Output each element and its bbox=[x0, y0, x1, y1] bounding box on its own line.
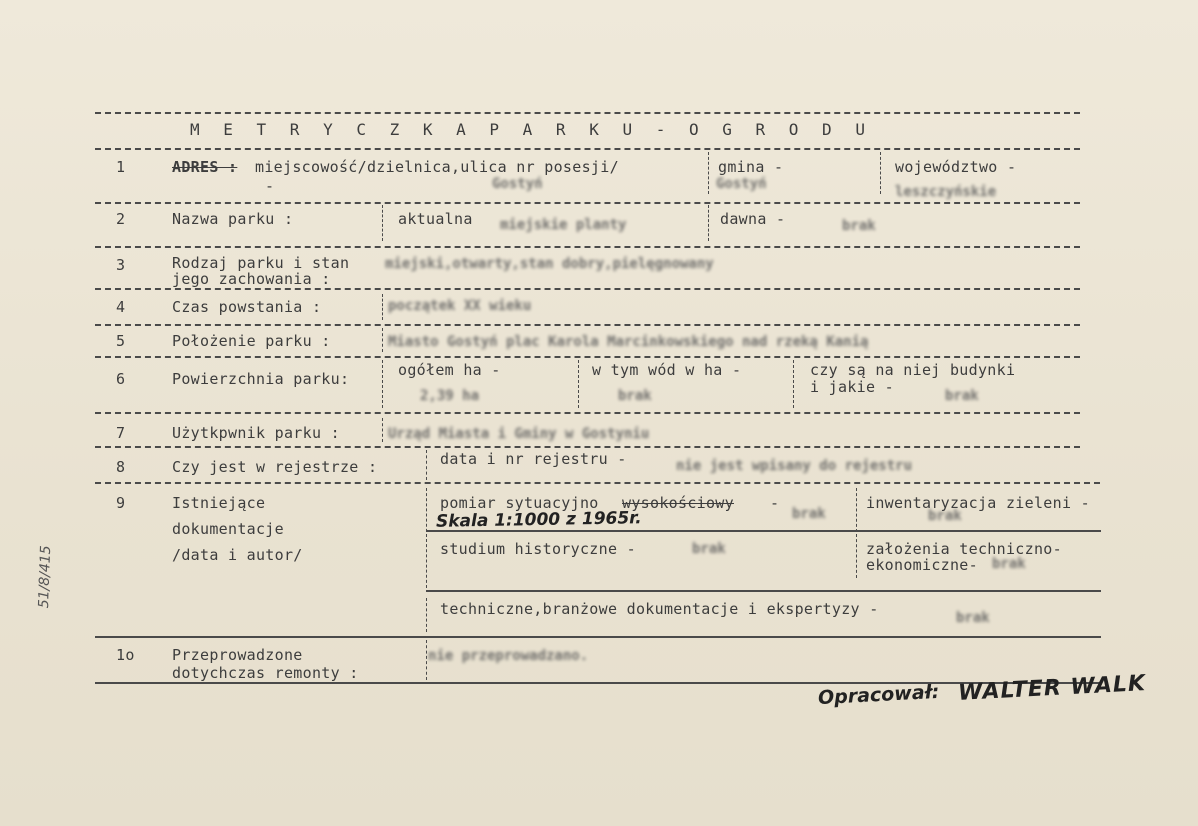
tech-econ-label: założenia techniczno- bbox=[866, 540, 1062, 558]
col-divider bbox=[426, 488, 427, 588]
row-number: 8 bbox=[116, 458, 126, 476]
row-label: ADRES : bbox=[172, 158, 238, 176]
former-name-label: dawna - bbox=[720, 210, 786, 228]
rule bbox=[95, 412, 1080, 414]
rule bbox=[95, 356, 1080, 358]
historical-study-label: studium historyczne - bbox=[440, 540, 636, 558]
total-area-value: 2,39 ha bbox=[420, 388, 480, 404]
historical-study-value: brak bbox=[692, 541, 726, 557]
row-number: 1o bbox=[116, 646, 135, 664]
current-name-label: aktualna bbox=[398, 210, 473, 228]
col-divider bbox=[793, 360, 794, 408]
voivodeship-value: leszczyńskie bbox=[895, 184, 997, 200]
dash: - bbox=[770, 494, 780, 512]
bottom-rule bbox=[95, 682, 1101, 684]
buildings-label: i jakie - bbox=[810, 378, 894, 396]
greenery-inventory-label: inwentaryzacja zieleni - bbox=[866, 494, 1090, 512]
dash: - bbox=[265, 177, 275, 195]
buildings-value: brak bbox=[945, 388, 979, 404]
row-number: 6 bbox=[116, 370, 126, 388]
survey-value: brak bbox=[792, 506, 826, 522]
tech-econ-value: brak bbox=[992, 556, 1026, 572]
field-value: Miasto Gostyń plac Karola Marcinkowskiego nad rzeką Kanią bbox=[388, 334, 869, 350]
survey-handwritten-note: Skala 1:1000 z 1965r. bbox=[435, 508, 642, 532]
col-divider bbox=[426, 450, 427, 480]
field-value: miejski,otwarty,stan dobry,pielęgnowany bbox=[385, 256, 714, 272]
technical-docs-label: techniczne,branżowe dokumentacje i ekspertyzy - bbox=[440, 600, 879, 618]
buildings-label: czy są na niej budynki bbox=[810, 361, 1016, 379]
row-label: /data i autor/ bbox=[172, 546, 303, 564]
row-label: Czy jest w rejestrze : bbox=[172, 458, 378, 476]
water-area-value: brak bbox=[618, 388, 652, 404]
row-number: 4 bbox=[116, 298, 126, 316]
col-divider bbox=[578, 360, 579, 408]
tech-econ-label: ekonomiczne- bbox=[866, 556, 978, 574]
water-area-label: w tym wód w ha - bbox=[592, 361, 742, 379]
rule bbox=[95, 246, 1080, 248]
prepared-by-label: Opracował: bbox=[817, 680, 940, 710]
register-value: nie jest wpisany do rejestru bbox=[676, 458, 913, 474]
col-divider bbox=[708, 205, 709, 241]
row-label: Użytkpwnik parku : bbox=[172, 424, 340, 442]
row-label: dotychczas remonty : bbox=[172, 664, 359, 682]
rule bbox=[95, 202, 1080, 204]
col-divider bbox=[708, 152, 709, 194]
greenery-inventory-value: brak bbox=[928, 508, 962, 524]
rule bbox=[95, 446, 1080, 448]
page-title: M E T R Y C Z K A P A R K U - O G R O D U bbox=[190, 120, 872, 139]
row-label: Istniejące bbox=[172, 494, 266, 512]
row-label: Czas powstania : bbox=[172, 298, 322, 316]
current-name-value: miejskie planty bbox=[500, 217, 627, 233]
col-divider bbox=[426, 598, 427, 632]
rule bbox=[95, 324, 1080, 326]
gmina-label: gmina - bbox=[718, 158, 784, 176]
field-value: nie przeprowadzano. bbox=[428, 648, 589, 664]
col-divider bbox=[426, 640, 427, 680]
rule bbox=[426, 530, 1101, 532]
rule bbox=[95, 148, 1080, 150]
col-divider bbox=[382, 205, 383, 241]
voivodeship-label: województwo - bbox=[895, 158, 1017, 176]
row-label: Położenie parku : bbox=[172, 332, 331, 350]
survey-label: pomiar sytuacyjno bbox=[440, 494, 599, 512]
technical-docs-value: brak bbox=[956, 610, 990, 626]
row-number: 2 bbox=[116, 210, 126, 228]
row-number: 7 bbox=[116, 424, 126, 442]
row-number: 3 bbox=[116, 256, 126, 274]
col-divider bbox=[880, 152, 881, 194]
row-label: jego zachowania : bbox=[172, 270, 331, 288]
col-divider bbox=[382, 328, 383, 352]
rule bbox=[95, 482, 1100, 484]
register-label: data i nr rejestru - bbox=[440, 450, 627, 468]
field-value: początek XX wieku bbox=[388, 298, 532, 314]
row-label: Powierzchnia parku: bbox=[172, 370, 350, 388]
row-label: dokumentacje bbox=[172, 520, 284, 538]
col-divider bbox=[382, 360, 383, 408]
col-divider bbox=[856, 488, 857, 578]
survey-struck-text: wysokościowy bbox=[622, 494, 734, 512]
gmina-value: Gostyń bbox=[716, 176, 767, 192]
field-value: Urząd Miasta i Gminy w Gostyniu bbox=[388, 426, 650, 442]
former-name-value: brak bbox=[842, 218, 876, 234]
col-divider bbox=[382, 418, 383, 442]
row-label: Rodzaj parku i stan bbox=[172, 254, 350, 272]
field-value: Gostyń bbox=[492, 176, 543, 192]
total-area-label: ogółem ha - bbox=[398, 361, 501, 379]
row-number: 9 bbox=[116, 494, 126, 512]
row-label: Nazwa parku : bbox=[172, 210, 294, 228]
prepared-by-name: WALTER WALK bbox=[957, 671, 1147, 706]
top-rule bbox=[95, 112, 1080, 114]
rule bbox=[95, 636, 1101, 638]
rule bbox=[426, 590, 1101, 592]
row-number: 5 bbox=[116, 332, 126, 350]
rule bbox=[95, 288, 1080, 290]
row-label: Przeprowadzone bbox=[172, 646, 303, 664]
row-number: 1 bbox=[116, 158, 126, 176]
row-label-detail: miejscowość/dzielnica,ulica nr posesji/ bbox=[255, 158, 619, 176]
col-divider bbox=[382, 294, 383, 320]
margin-note: 51/8/415 bbox=[36, 545, 55, 609]
